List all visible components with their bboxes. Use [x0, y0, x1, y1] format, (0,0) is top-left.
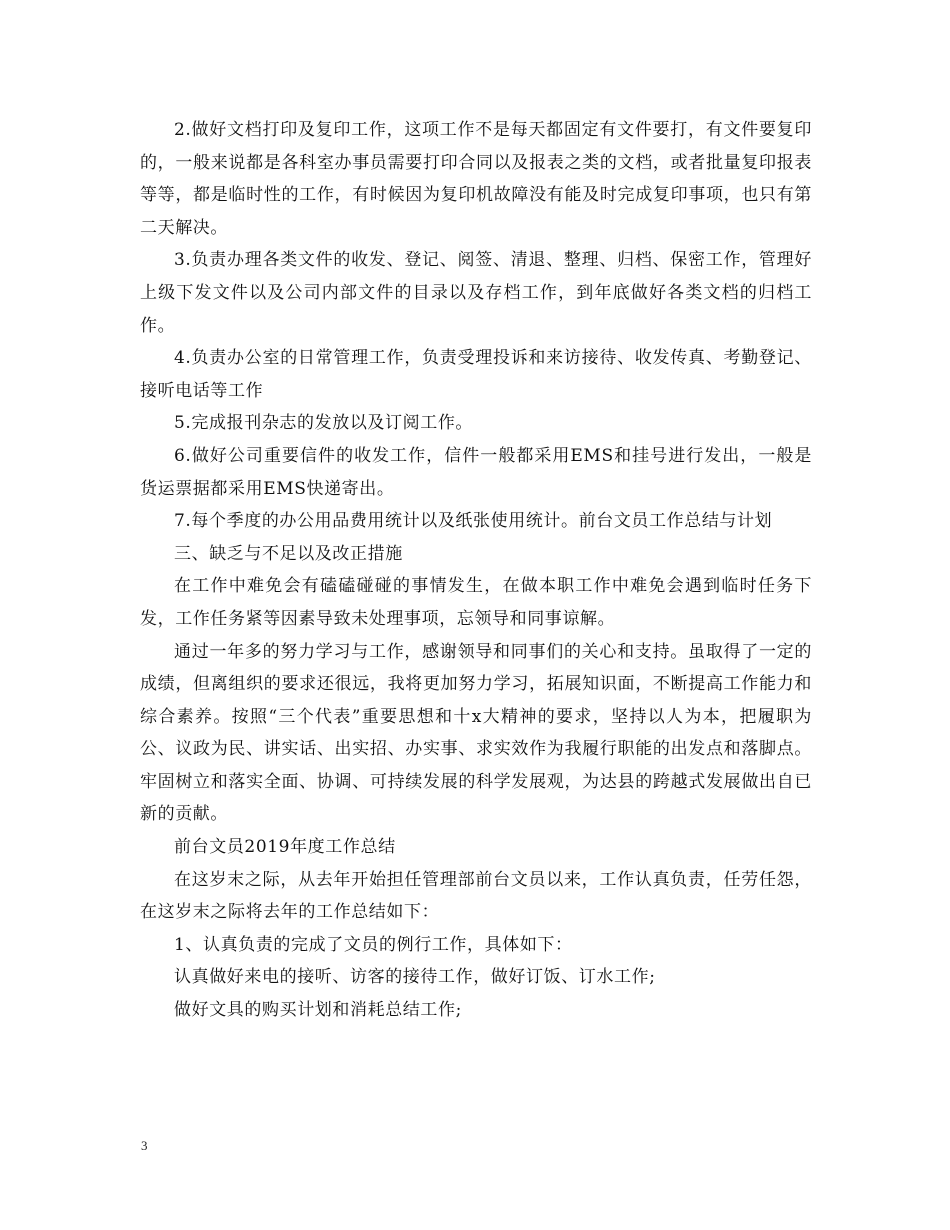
section-title-annual-summary: 前台文员2019年度工作总结 [174, 837, 396, 858]
paragraph-phone-reception: 认真做好来电的接听、访客的接待工作，做好订饭、订水工作; [174, 967, 656, 988]
paragraph-routine-work: 1、认真负责的完成了文员的例行工作，具体如下： [174, 934, 573, 955]
page-number: 3 [141, 1138, 148, 1153]
paragraph-item-2: 2.做好文档打印及复印工作，这项工作不是每天都固定有文件要打，有文件要复印的，一般来说都是各科室办事员需要打印合同以及报表之类的文档，或者批量复印报表等等，都是临时性的工作，有时候因为复印机故障没有能及时完成复印事项，也只有第二天解决。 [140, 120, 812, 238]
section-heading-shortcomings: 三、缺乏与不足以及改正措施 [174, 543, 403, 564]
paragraph-item-3: 3.负责办理各类文件的收发、登记、阅签、清退、整理、归档、保密工作，管理好上级下发文件以及公司内部文件的目录以及存档工作，到年底做好各类文档的归档工作。 [140, 250, 812, 336]
paragraph-stationery: 做好文具的购买计划和消耗总结工作; [174, 1000, 462, 1021]
paragraph-shortcomings: 在工作中难免会有磕磕碰碰的事情发生，在做本职工作中难免会遇到临时任务下发，工作任务紧等因素导致未处理事项，忘领导和同事谅解。 [140, 576, 812, 629]
paragraph-item-6: 6.做好公司重要信件的收发工作，信件一般都采用EMS和挂号进行发出，一般是货运票据都采用EMS快递寄出。 [140, 445, 812, 499]
paragraph-thanks: 通过一年多的努力学习与工作，感谢领导和同事们的关心和支持。虽取得了一定的成绩，但离组织的要求还很远，我将更加努力学习，拓展知识面，不断提高工作能力和综合素养。按照“三个代表”重要思想和十x大精神的要求，坚持以人为本，把履职为公、议政为民、讲实话、出实招、办实事、求实效作为我履行职能的出发点和落脚点。牢固树立和落实全面、协调、可持续发展的科学发展观，为达县的跨越式发展做出自已新的贡献。 [140, 641, 812, 825]
paragraph-item-5: 5.完成报刊杂志的发放以及订阅工作。 [174, 413, 474, 434]
document-body [140, 114, 812, 1027]
paragraph-item-7: 7.每个季度的办公用品费用统计以及纸张使用统计。前台文员工作总结与计划 [174, 511, 773, 532]
paragraph-intro: 在这岁末之际，从去年开始担任管理部前台文员以来，工作认真负责，任劳任怨，在这岁末之际将去年的工作总结如下： [140, 869, 812, 923]
paragraph-item-4: 4.负责办公室的日常管理工作，负责受理投诉和来访接待、收发传真、考勤登记、接听电话等工作 [140, 348, 812, 401]
